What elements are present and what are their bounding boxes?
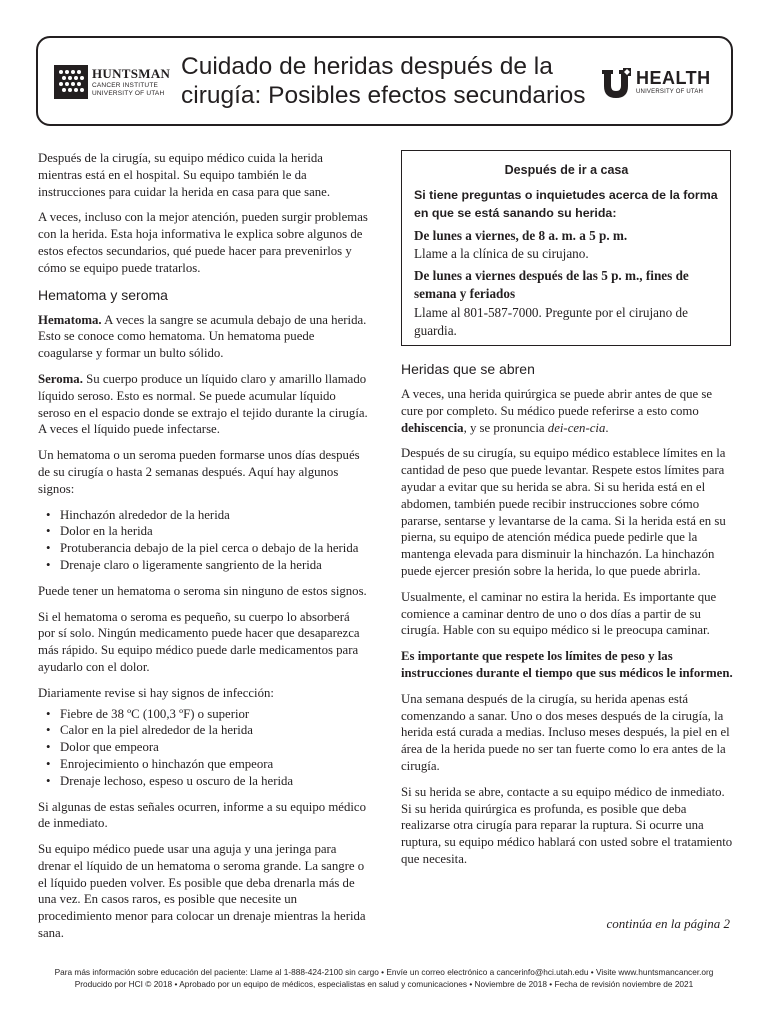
small-paragraph: Si el hematoma o seroma es pequeño, su cuerpo lo absorberá por sí solo. Ningún medicamento puede hacer que desaparezca más rápido. Su equipo médico puede darle medicamentos para ayudarlo con el dolor. bbox=[38, 609, 360, 674]
continue-note: continúa en la página 2 bbox=[606, 916, 730, 931]
seroma-paragraph: Seroma. Su cuerpo produce un líquido claro y amarillo llamado líquido seroso. Esto es normal. Se puede acumular líquido seroso en el espacio donde se extrajo el tejido durante la cirugía. A veces el líquido puede infectarse. bbox=[38, 371, 368, 437]
list-item: • Fiebre de 38 ºC (100,3 ºF) o superior bbox=[38, 706, 368, 723]
weight-limits-paragraph: Después de su cirugía, su equipo médico establece límites en la cantidad de peso que puede levantar. Respete estos límites para ayudar a evitar que su herida se abra. Si su herida está en el abdomen, también puede recibir instrucciones sobre cómo pararse, sentarse y levantarse de la cama. Si la herida está en su pierna, su equipo de atención médica puede pedirle que la mantenga elevada para disminuir la hinchazón. La hinchazón puede ejercer presión sobre la herida, lo que puede abrirla. bbox=[401, 446, 726, 578]
list-item: • Dolor en la herida bbox=[38, 523, 368, 540]
page-title: Cuidado de heridas después de la cirugía: Posibles efectos secundarios bbox=[181, 53, 586, 109]
footer-line-2: Producido por HCI © 2018 • Aprobado por un equipo de médicos, especialistas en salud y comunicaciones • Noviembre de 2018 • Fecha de revisión noviembre de 2021 bbox=[74, 979, 694, 989]
logo-right-name: HEALTH bbox=[636, 68, 711, 88]
dehiscence-term: dehiscencia bbox=[401, 420, 464, 435]
weekday-text: Llame a la clínica de su cirujano. bbox=[414, 246, 589, 261]
healing-paragraph: Una semana después de la cirugía, su herida apenas está comenzando a sanar. Uno o dos meses después de la cirugía, la herida está curada a medias. Incluso meses después, la piel en el área de la herida puede no ser tan fuerte como lo era antes de la cirugía. bbox=[401, 691, 730, 773]
needle-paragraph: Su equipo médico puede usar una aguja y una jeringa para drenar el líquido de un hematoma o seroma grande. La sangre o el líquido pueden volver. Es posible que deba drenarla más de una vez. En casos raros, es posible que necesite un procedimiento menor para colocar un drenaje mientras la herida sana. bbox=[38, 842, 366, 941]
inform-paragraph: Si algunas de estas señales ocurren, informe a su equipo médico de inmediato. bbox=[38, 799, 367, 831]
hematoma-paragraph: Hematoma. A veces la sangre se acumula debajo de una herida. Esto se conoce como hematoma. Un hematoma puede coagularse y formar un bulto sólido. bbox=[38, 312, 367, 361]
walking-paragraph: Usualmente, el caminar no estira la herida. Es importante que comience a caminar dentro de uno o dos días a partir de su cirugía. Hable con su equipo médico si le preocupa caminar. bbox=[401, 589, 717, 638]
important-paragraph: Es importante que respete los límites de peso y las instrucciones durante el tiempo que sus médicos le informen. bbox=[401, 649, 733, 680]
right-column bbox=[401, 360, 733, 877]
u-health-logo bbox=[600, 67, 720, 101]
huntsman-logo bbox=[54, 65, 172, 99]
seroma-term: Seroma. bbox=[38, 371, 83, 386]
footer bbox=[0, 966, 768, 990]
intro-paragraph-1: Después de la cirugía, su equipo médico cuida la herida mientras está en el hospital. Su equipo también le da instrucciones para cuidar la herida en casa para que sane. bbox=[38, 151, 331, 199]
list-item: • Protuberancia debajo de la piel cerca o debajo de la herida bbox=[38, 540, 368, 557]
wound-opens-paragraph: Si su herida se abre, contacte a su equipo médico de inmediato. Si su herida quirúrgica es profunda, es posible que deba realizarse otra cirugía para reparar la ruptura. Si ocurre una ruptura, su equipo médico hablará con usted sobre el tratamiento que necesita. bbox=[401, 784, 733, 866]
callout-intro: Si tiene preguntas o inquietudes acerca de la forma en que se está sanando su herida: bbox=[414, 187, 718, 220]
intro-paragraph-2: A veces, incluso con la mejor atención, pueden surgir problemas con la herida. Esta hoja informativa le explica sobre algunos de estos efectos secundarios, qué puede hacer para prevenirlos y cómo se equipo puede tratarlos. bbox=[38, 210, 368, 275]
logo-right-sub: UNIVERSITY OF UTAH bbox=[636, 89, 704, 95]
signs-list bbox=[38, 507, 368, 574]
infection-signs-list bbox=[38, 706, 368, 790]
list-item: • Drenaje claro o ligeramente sangriento de la herida bbox=[38, 557, 368, 574]
list-item: • Drenaje lechoso, espeso u oscuro de la herida bbox=[38, 773, 368, 790]
dehiscence-paragraph: A veces, una herida quirúrgica se puede abrir antes de que se cure por completo. Su médico puede referirse a esto como dehiscencia, y se pronuncia dei-cen-cia. bbox=[401, 387, 713, 435]
daily-check-paragraph: Diariamente revise si hay signos de infección: bbox=[38, 685, 274, 700]
pronunciation: dei-cen-cia bbox=[547, 420, 606, 435]
left-column bbox=[38, 150, 368, 951]
list-item: • Dolor que empeora bbox=[38, 739, 368, 756]
footer-line-1: Para más información sobre educación del paciente: Llame al 1-888-424-2100 sin cargo • Envíe un correo electrónico a cancerinfo@hci.utah.edu • Visite www.huntsmancancer.org bbox=[54, 967, 714, 977]
hematoma-term: Hematoma. bbox=[38, 312, 102, 327]
huntsman-logo-icon bbox=[54, 65, 88, 99]
callout-title: Después de ir a casa bbox=[504, 163, 629, 177]
callout-after-hours bbox=[414, 267, 719, 341]
section-heading-hematoma: Hematoma y seroma bbox=[38, 286, 168, 303]
header-box bbox=[36, 36, 733, 126]
signs-intro: Un hematoma o un seroma pueden formarse unos días después de su cirugía o hasta 2 semanas después. Aquí hay algunos signos: bbox=[38, 448, 360, 496]
section-heading-open-wounds: Heridas que se abren bbox=[401, 361, 535, 377]
list-item: • Calor en la piel alrededor de la herida bbox=[38, 722, 368, 739]
weekday-label: De lunes a viernes, de 8 a. m. a 5 p. m. bbox=[414, 227, 628, 243]
after-hours-text: Llame al 801-587-7000. Pregunte por el cirujano de guardia. bbox=[414, 304, 688, 338]
callout-weekday bbox=[414, 227, 719, 264]
logo-left-name: HUNTSMAN bbox=[92, 66, 171, 81]
list-item: • Enrojecimiento o hinchazón que empeora bbox=[38, 756, 368, 773]
list-item: • Hinchazón alrededor de la herida bbox=[38, 507, 368, 524]
after-hours-label: De lunes a viernes después de las 5 p. m., fines de semana y feriados bbox=[414, 267, 689, 301]
logo-left-sub: CANCER INSTITUTE UNIVERSITY OF UTAH bbox=[92, 82, 165, 97]
after-home-callout bbox=[401, 150, 731, 346]
block-u-icon bbox=[600, 67, 632, 99]
no-signs-paragraph: Puede tener un hematoma o seroma sin ninguno de estos signos. bbox=[38, 583, 367, 598]
